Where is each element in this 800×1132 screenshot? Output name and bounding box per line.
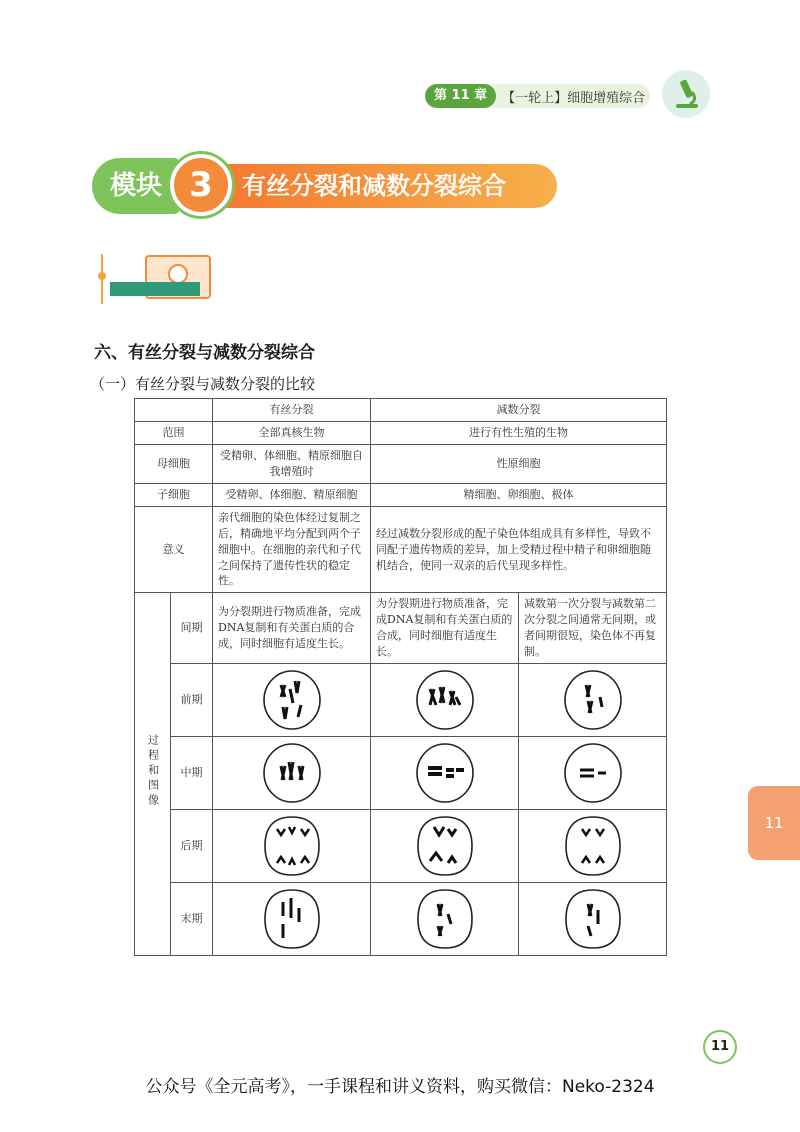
chapter-pill (425, 84, 650, 108)
row-label: 范围 (135, 421, 213, 444)
side-chapter-tab[interactable]: 11 (748, 786, 800, 860)
process-label-cell (135, 593, 171, 956)
module-tag: 模块 (92, 158, 180, 214)
row-label: 子细胞 (135, 483, 213, 506)
footer-note: 公众号《全元高考》，一手课程和讲义资料，购买微信：Neko-2324 (145, 1077, 655, 1097)
module-title: 有丝分裂和减数分裂综合 (222, 164, 557, 208)
table-row (135, 421, 667, 444)
phase-label: 间期 (171, 593, 213, 664)
phase-label: 中期 (171, 737, 213, 810)
cell-diagram-meiosis2-telophase (524, 886, 661, 952)
table-row (135, 664, 667, 737)
chapter-number: 第 11 章 (425, 84, 496, 108)
cell-meiosis: 精细胞、卵细胞、极体 (371, 483, 667, 506)
cell-diagram-meiosis1-anaphase (376, 813, 513, 879)
cell-diagram-meiosis1-prophase (376, 667, 513, 733)
cell-diagram-meiosis2-metaphase (524, 740, 661, 806)
cell-meiosis: 经过减数分裂形成的配子染色体组成具有多样性，导致不同配子遗传物质的差异，加上受精过程中精子和卵细胞随机结合，使同一双亲的后代呈现多样性。 (371, 506, 667, 593)
comparison-table (134, 398, 667, 956)
cell-diagram-mitosis-prophase (218, 667, 365, 733)
cell-mitosis: 亲代细胞的染色体经过复制之后，精确地平均分配到两个子细胞中。在细胞的亲代和子代之间保持了遗传性状的稳定性。 (213, 506, 371, 593)
lightbulb-icon (96, 250, 226, 310)
phase-label: 前期 (171, 664, 213, 737)
row-label: 意义 (135, 506, 213, 593)
cell-meiosis: 进行有性生殖的生物 (371, 421, 667, 444)
header-mitosis: 有丝分裂 (213, 399, 371, 422)
phase-label: 后期 (171, 810, 213, 883)
microscope-icon (662, 70, 710, 118)
page-number: 11 (703, 1030, 737, 1064)
module-number: 3 (170, 154, 232, 216)
cell-diagram-meiosis2-anaphase (524, 813, 661, 879)
process-label: 过程和图像 (146, 734, 160, 810)
table-row (135, 737, 667, 810)
header-meiosis: 减数分裂 (371, 399, 667, 422)
cell-diagram-mitosis-anaphase (218, 813, 365, 879)
interphase-mitosis: 为分裂期进行物质准备，完成DNA复制和有关蛋白质的合成，同时细胞有适度生长。 (213, 593, 371, 664)
chapter-title: 【一轮上】细胞增殖综合 (502, 90, 646, 106)
cell-diagram-mitosis-metaphase (218, 740, 365, 806)
cell-diagram-mitosis-telophase (218, 886, 365, 952)
cell-diagram-meiosis1-telophase (376, 886, 513, 952)
table-row (135, 399, 667, 422)
table-row (135, 483, 667, 506)
section-heading: 六、有丝分裂与减数分裂综合 (94, 343, 315, 363)
cell-mitosis: 受精卵、体细胞、精原细胞 (213, 483, 371, 506)
table-row (135, 444, 667, 483)
phase-label: 末期 (171, 883, 213, 956)
row-label: 母细胞 (135, 444, 213, 483)
table-row (135, 593, 667, 664)
cell-meiosis: 性原细胞 (371, 444, 667, 483)
subsection-heading: （一）有丝分裂与减数分裂的比较 (90, 375, 316, 393)
cell-mitosis: 全部真核生物 (213, 421, 371, 444)
interphase-meiosis1: 为分裂期进行物质准备，完成DNA复制和有关蛋白质的合成，同时细胞有适度生长。 (371, 593, 519, 664)
module-banner (92, 158, 562, 214)
cell-diagram-meiosis2-prophase (524, 667, 661, 733)
table-row (135, 506, 667, 593)
cell-mitosis: 受精卵、体细胞、精原细胞自我增殖时 (213, 444, 371, 483)
interphase-meiosis2: 减数第一次分裂与减数第二次分裂之间通常无间期，或者间期很短，染色体不再复制。 (519, 593, 667, 664)
cell-diagram-meiosis1-metaphase (376, 740, 513, 806)
table-row (135, 883, 667, 956)
table-row (135, 810, 667, 883)
